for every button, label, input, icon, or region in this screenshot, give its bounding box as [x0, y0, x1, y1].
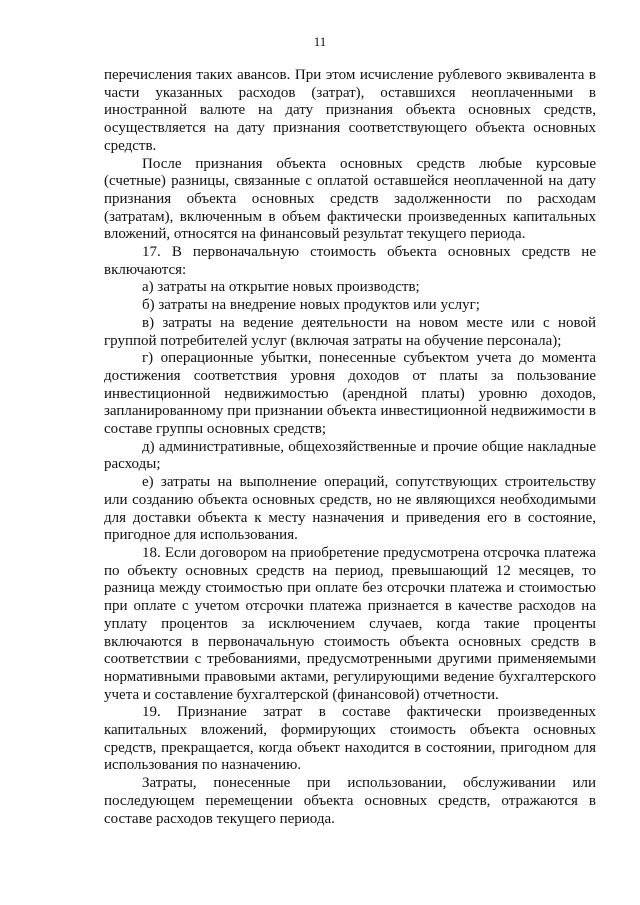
list-item-e: е) затраты на выполнение операций, сопутствующих строительству или созданию объекта основных средств, но не являющихся необходимыми для доставки объекта к месту назначения и приведения его в состояние, пригодное для использования.: [104, 474, 596, 544]
list-item-b: б) затраты на внедрение новых продуктов или услуг;: [142, 297, 480, 314]
page-number: 11: [313, 34, 327, 49]
paragraph-item-19: 19. Признание затрат в составе фактически произведенных капитальных вложений, формирующих стоимость объекта основных средств, прекращается, когда объект находится в состоянии, пригодном для использования по назначению.: [104, 704, 596, 774]
document-body: [104, 67, 596, 828]
paragraph-item-17: 17. В первоначальную стоимость объекта основных средств не включаются:: [104, 244, 596, 278]
paragraph-item-18: 18. Если договором на приобретение предусмотрена отсрочка платежа по объекту основных средств на период, превышающий 12 месяцев, то разница между стоимостью при оплате без отсрочки платежа и стоимостью при оплате с учетом отсрочки платежа признается в качестве расходов на уплату процентов за исключением случаев, когда такие проценты включаются в первоначальную стоимость объекта основных средств в соответствии с требованиями, предусмотренными другими применяемыми нормативными правовыми актами, регулирующими ведение бухгалтерского учета и составление бухгалтерской (финансовой) отчетности.: [104, 544, 596, 703]
paragraph-costs-usage: Затраты, понесенные при использовании, обслуживании или последующем перемещении объекта основных средств, отражаются в составе расходов текущего периода.: [104, 775, 596, 827]
paragraph-exchange-differences: После признания объекта основных средств любые курсовые (счетные) разницы, связанные с оплатой оставшейся неоплаченной на дату признания объекта основных средств задолженности по расходам (затратам), включенным в объем фактически произведенных капитальных вложений, относятся на финансовый результат текущего периода.: [104, 155, 596, 243]
list-item-g: г) операционные убытки, понесенные субъектом учета до момента достижения соответствия уровня доходов от платы за пользование инвестиционной недвижимостью (арендной платы) уровню доходов, запланированному при признании объекта инвестиционной недвижимости в составе группы основных средств;: [104, 350, 596, 438]
list-item-v: в) затраты на ведение деятельности на новом месте или с новой группой потребителей услуг (включая затраты на обучение персонала);: [104, 314, 596, 349]
list-item-d: д) административные, общехозяйственные и прочие общие накладные расходы;: [104, 438, 596, 473]
list-item-a: а) затраты на открытие новых производств;: [142, 279, 420, 296]
paragraph-continuation: перечисления таких авансов. При этом исчисление рублевого эквивалента в части указанных расходов (затрат), оставшихся неоплаченными в иностранной валюте на дату признания объекта основных средств, осуществляется на дату признания соответствующего объекта основных средств.: [104, 67, 596, 154]
